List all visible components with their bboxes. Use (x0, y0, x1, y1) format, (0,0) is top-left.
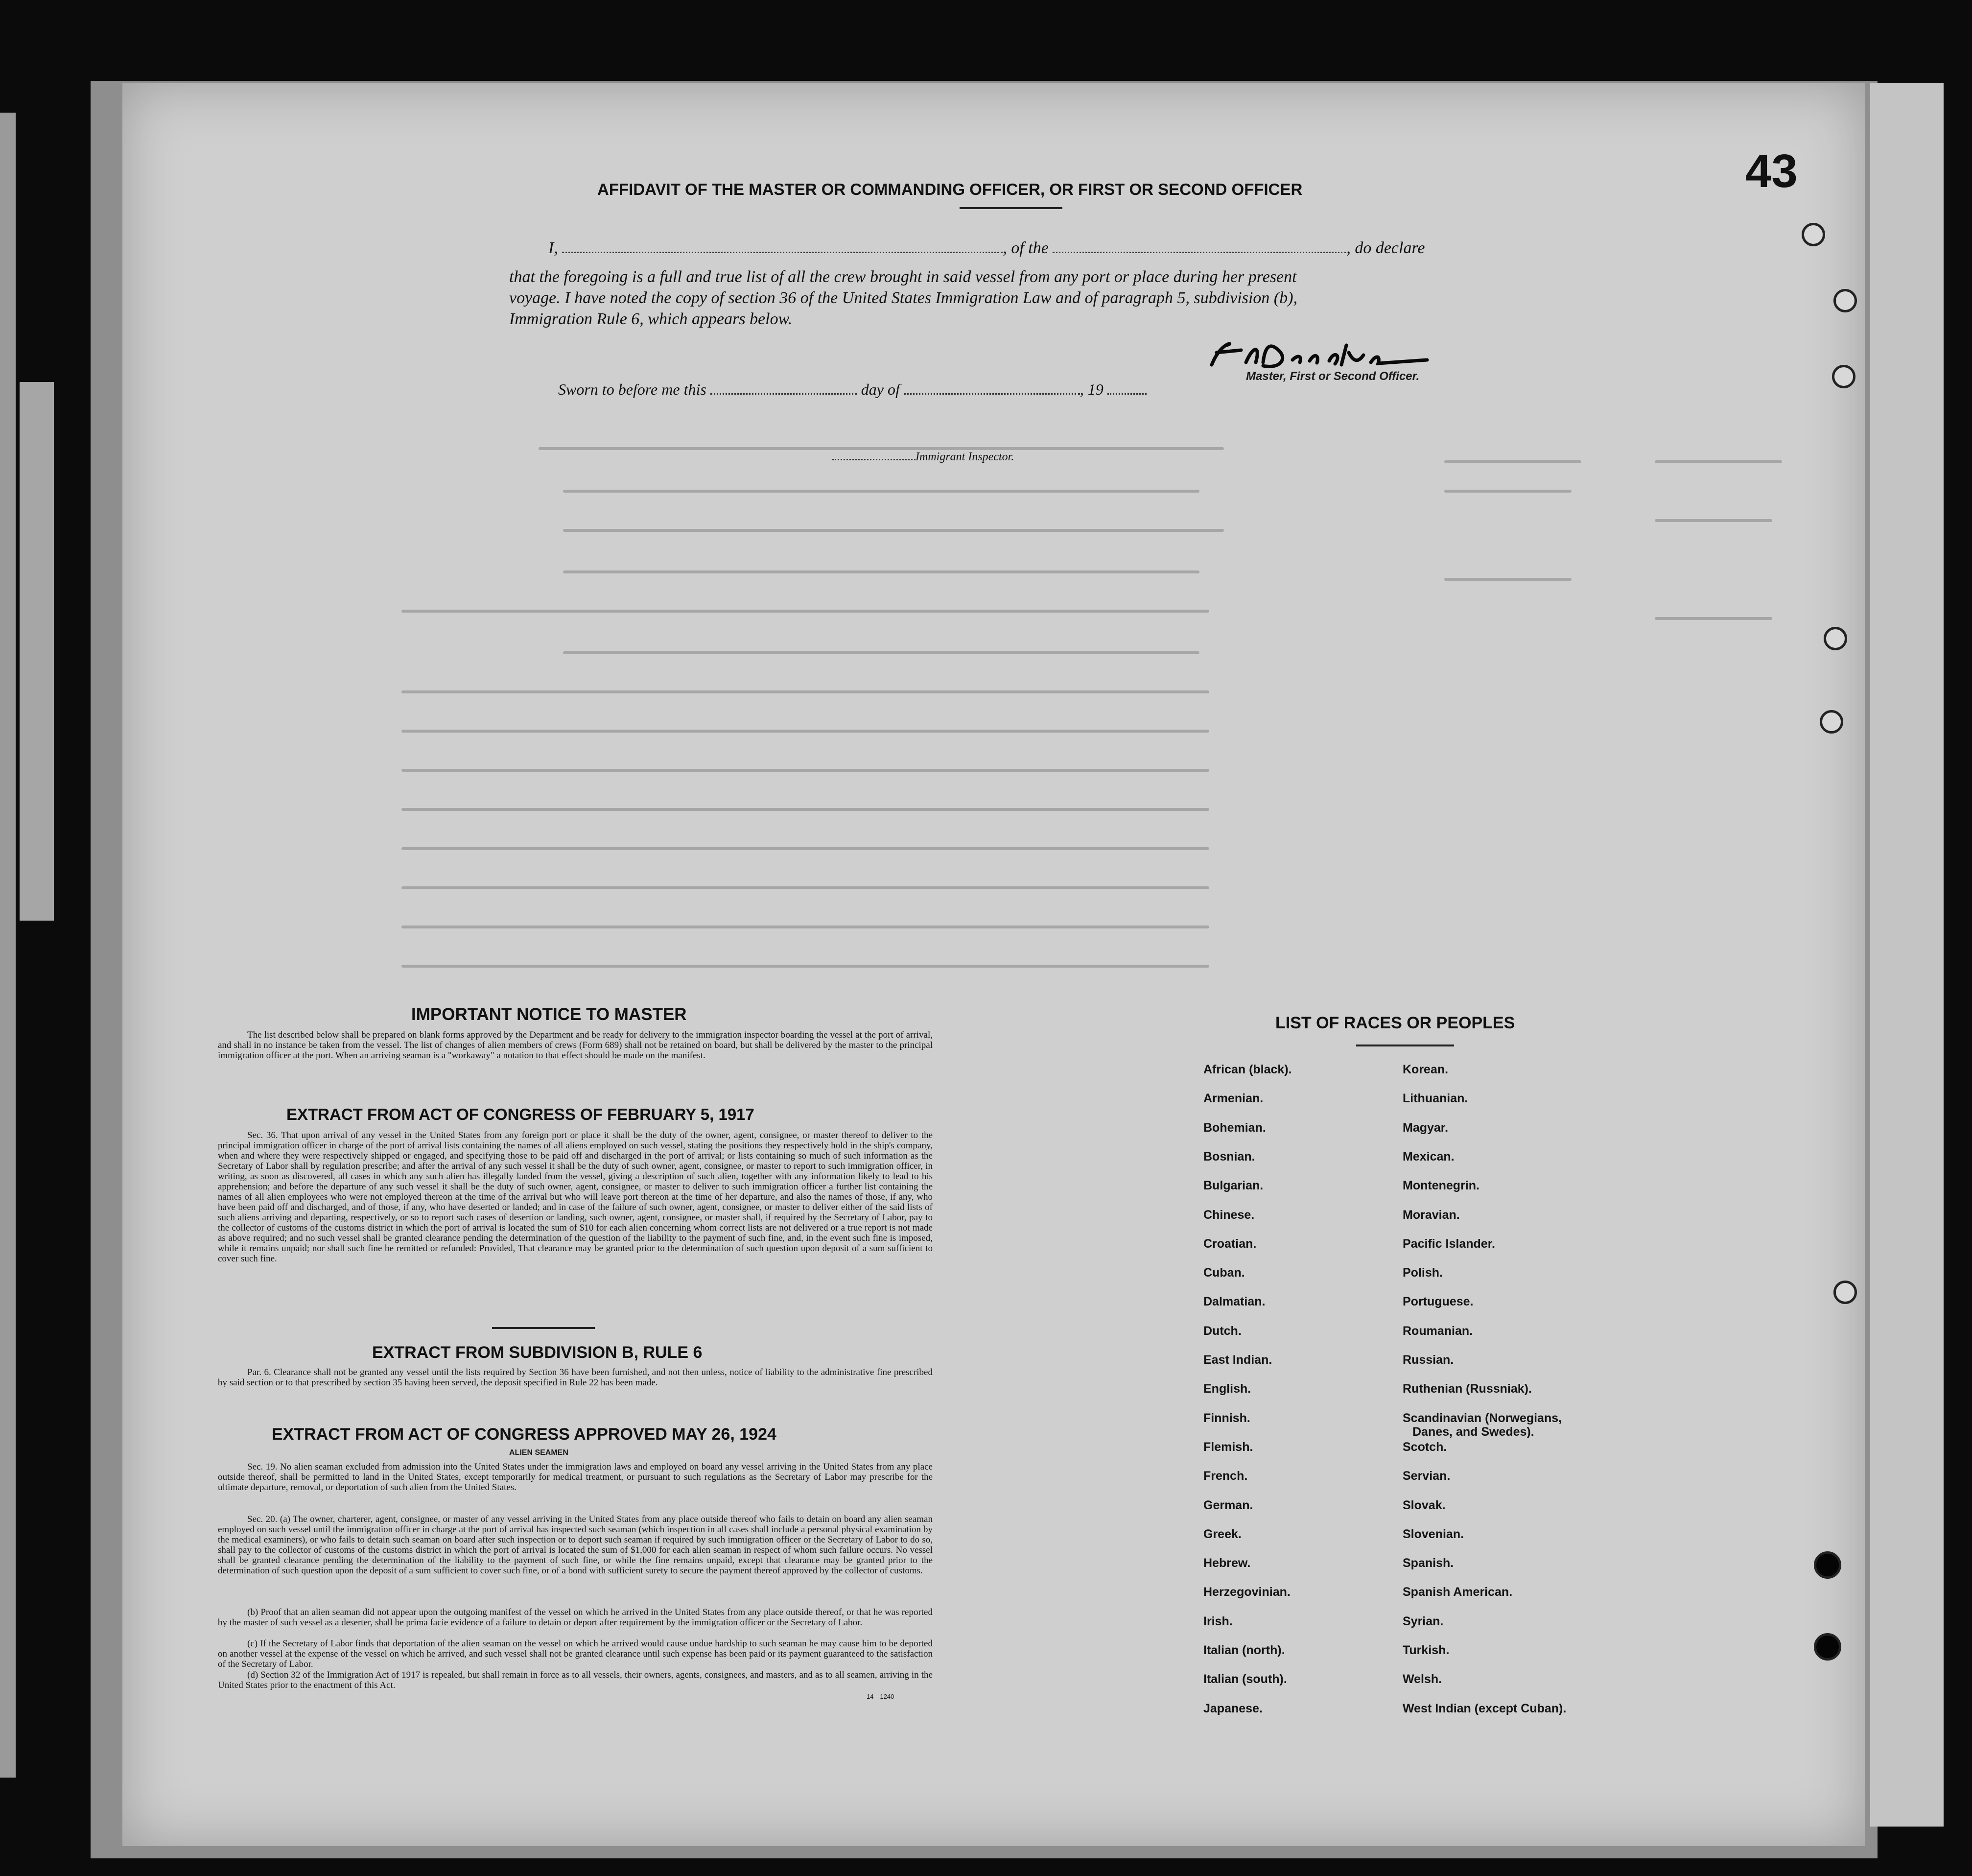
race-item: Mexican. (1403, 1149, 1455, 1164)
race-item: Lithuanian. (1403, 1092, 1468, 1106)
race-item: Slovak. (1403, 1498, 1446, 1512)
race-item: Italian (north). (1203, 1643, 1285, 1657)
race-item: Syrian. (1403, 1614, 1444, 1628)
race-item: Polish. (1403, 1266, 1443, 1280)
race-item: West Indian (except Cuban). (1403, 1701, 1567, 1715)
race-item: Chinese. (1203, 1208, 1255, 1222)
binder-hole-icon (1802, 223, 1825, 246)
race-item: Cuban. (1203, 1266, 1245, 1280)
binder-hole-icon (1833, 1281, 1857, 1304)
binder-hole-icon (1833, 289, 1857, 312)
inspector-caption: Immigrant Inspector. (832, 451, 1014, 464)
race-item: African (black). (1203, 1063, 1292, 1076)
divider (1356, 1045, 1454, 1046)
extract-1917-body: Sec. 36. That upon arrival of any vessel in the United States from any foreign port or place it shall be the duty of the owner, agent, consignee, or master thereof to deliver to the principal immigration officer in charge of the port of arrival lists containing the names of all aliens employed on such vessel, stating the positions they respectively hold in the ship's company, when and where they were respectively shipped or engaged, and specifying those to be paid off and discharged in the port of arrival; or lists containing so much of such information as the Secretary of Labor shall by regulation prescribe; and after the arrival of any such vessel it shall be the duty of such owner, agent, consignee, or master to report to such immigration officer, in writing, as soon as discovered, all cases in which any such alien has illegally landed from the vessel, giving a description of such alien, together with any information likely to lead to his apprehension; and before the departure of any such vessel it shall be the duty of such owner, agent, consignee, or master to deliver to such immigration officer a further list containing the names of all alien employees who were not employed thereon at the time of the arrival but who will leave port thereon at the time of her departure, and also the names of those, if any, who have been paid off and discharged, and of those, if any, who have deserted or landed; and in case of the failure of such owner, agent, consignee, or master to deliver either of the said lists of such aliens arriving and departing, respectively, or so to report such cases of desertion or landing, such owner, agent, consignee, or master shall, if required by the Secretary of Labor, pay to the collector of customs of the customs district in which the port of arrival is located the sum of $10 for each alien concerning whom correct lists are not delivered or a true report is not made as above required; and no such vessel shall be granted clearance pending the determination of the question of the liability to the payment of such fine, and, in the event such fine is imposed, while it remains unpaid; nor shall such fine be remitted or refunded: Provided, That clearance may be granted prior to the determination of such question upon deposit of a sum sufficient to cover such fine. (218, 1130, 933, 1264)
sec20b: (b) Proof that an alien seaman did not appear upon the outgoing manifest of the vessel on which he arrived in the United States from any place outside thereof, or that he was reported by the master of such vessel as a deserter, shall be prima facie evidence of a failure to detain or deport after requirement by the immigration officer or the Secretary of Labor. (218, 1607, 933, 1628)
affidavit-line-2: that the foregoing is a full and true list of all the crew brought in said vessel from any port or place during her present (509, 268, 1297, 286)
race-item: Herzegovinian. (1203, 1585, 1291, 1599)
rule6-body: Par. 6. Clearance shall not be granted any vessel until the lists required by Section 36 have been furnished, and not then unless, notice of liability to the administrative fine prescribed by said section or to that prescribed by section 35 having been served, the deposit specified in Rule 22 has been made. (218, 1367, 933, 1388)
race-item: Slovenian. (1403, 1527, 1464, 1541)
race-item: Scandinavian (Norwegians, (1403, 1411, 1562, 1425)
race-item: German. (1203, 1498, 1253, 1512)
race-item: Spanish. (1403, 1556, 1454, 1570)
race-item: Japanese. (1203, 1701, 1263, 1715)
affidavit-i: I, (548, 239, 558, 257)
affidavit-line-1: I, , of the , do declare (548, 239, 1425, 257)
form-code: 14—1240 (867, 1693, 894, 1700)
affidavit-title: AFFIDAVIT OF THE MASTER OR COMMANDING OFFICER, OR FIRST OR SECOND OFFICER (597, 180, 1303, 198)
race-item: Magyar. (1403, 1120, 1449, 1135)
divider (492, 1327, 595, 1329)
race-item: Spanish American. (1403, 1585, 1513, 1599)
sec20d: (d) Section 32 of the Immigration Act of 1917 is repealed, but shall remain in force as to all vessels, their owners, agents, consignees, and masters, and as to all seamen, arriving in the United States prior to the enactment of this Act. (218, 1670, 933, 1690)
race-item: Montenegrin. (1403, 1179, 1479, 1193)
extract-1924-subtitle: ALIEN SEAMEN (509, 1449, 568, 1457)
race-item: Bohemian. (1203, 1120, 1266, 1135)
divider (960, 207, 1062, 209)
affidavit-line-4: Immigration Rule 6, which appears below. (509, 310, 793, 328)
race-item: Portuguese. (1403, 1295, 1474, 1309)
race-item: Hebrew. (1203, 1556, 1251, 1570)
race-item: Servian. (1403, 1469, 1451, 1483)
race-item: Italian (south). (1203, 1672, 1287, 1686)
race-item: Dalmatian. (1203, 1295, 1266, 1309)
page-number: 43 (1745, 145, 1798, 197)
binder-hole-icon (1824, 627, 1847, 650)
race-item: Danes, and Swedes). (1412, 1425, 1534, 1439)
race-item: Irish. (1203, 1614, 1233, 1628)
binder-hole-icon (1814, 1633, 1841, 1661)
signature-caption: Master, First or Second Officer. (1246, 370, 1420, 383)
race-item: Turkish. (1403, 1643, 1450, 1657)
affidavit-line-3: voyage. I have noted the copy of section 36 of the United States Immigration Law and of paragraph 5, subdivision (b), (509, 289, 1298, 307)
race-item: Welsh. (1403, 1672, 1442, 1686)
binder-hole-icon (1820, 710, 1843, 734)
binder-hole-icon (1832, 365, 1855, 388)
races-title: LIST OF RACES OR PEOPLES (1275, 1014, 1515, 1032)
sworn-line: Sworn to before me this day of , 19 (558, 380, 1147, 399)
race-item: Armenian. (1203, 1092, 1264, 1106)
rule6-title: EXTRACT FROM SUBDIVISION B, RULE 6 (372, 1343, 703, 1362)
race-item: Russian. (1403, 1353, 1454, 1367)
race-item: East Indian. (1203, 1353, 1272, 1367)
race-item: Pacific Islander. (1403, 1236, 1495, 1251)
extract-1917-title: EXTRACT FROM ACT OF CONGRESS OF FEBRUARY 5, 1917 (286, 1105, 754, 1123)
race-item: Scotch. (1403, 1440, 1447, 1454)
left-edge-page (0, 113, 16, 1778)
race-item: Greek. (1203, 1527, 1242, 1541)
race-item: Bosnian. (1203, 1149, 1255, 1164)
race-item: Korean. (1403, 1063, 1449, 1076)
sec20c: (c) If the Secretary of Labor finds that deportation of the alien seaman on the vessel on which he arrived would cause undue hardship to such seaman he may cause him to be deported on another vessel at the expense of the vessel on which he arrived, and such vessel shall not be granted clearance until such expense has been paid or its payment guaranteed to the satisfaction of the Secretary of Labor. (218, 1639, 933, 1669)
race-item: Ruthenian (Russniak). (1403, 1382, 1532, 1396)
race-item: Roumanian. (1403, 1324, 1473, 1338)
race-item: Bulgarian. (1203, 1179, 1264, 1193)
race-item: English. (1203, 1382, 1251, 1396)
race-item: French. (1203, 1469, 1248, 1483)
binder-hole-icon (1814, 1551, 1841, 1579)
race-item: Flemish. (1203, 1440, 1253, 1454)
race-item: Croatian. (1203, 1236, 1257, 1251)
sec20a: Sec. 20. (a) The owner, charterer, agent, consignee, or master of any vessel arriving in the United States from any place outside thereof who fails to detain on board any alien seaman employed on such vessel until the immigration officer in charge at the port of arrival has inspected such seaman (which inspection in all cases shall include a personal physical examination by the medical examiners), or who fails to detain such seaman on board after such inspection or to deport such seaman if required by such immigration officer or the Secretary of Labor to do so, shall pay to the collector of customs of the customs district in which the port of arrival is located the sum of $1,000 for each alien seaman in respect of whom such failure occurs. No vessel shall be granted clearance pending the determination of the liability to the payment of such fine, or while the fine remains unpaid, except that clearance may be granted prior to the determination of such question upon the deposit of a sum sufficient to cover such fine, or of a bond with sufficient surety to secure the payment thereof approved by the collector of customs. (218, 1514, 933, 1576)
extract-1924-title: EXTRACT FROM ACT OF CONGRESS APPROVED MAY 26, 1924 (272, 1425, 776, 1444)
race-item: Finnish. (1203, 1411, 1250, 1425)
sec19: Sec. 19. No alien seaman excluded from admission into the United States under the immigration laws and employed on board any vessel arriving in the United States from any place outside thereof, shall be permitted to land in the United States, except temporarily for medical treatment, or pursuant to such regulations as the Secretary of Labor may prescribe for the ultimate departure, removal, or deportation of such alien from the United States. (218, 1462, 933, 1493)
left-edge-page-fragment (20, 382, 54, 921)
race-item: Moravian. (1403, 1208, 1460, 1222)
notice-body: The list described below shall be prepared on blank forms approved by the Department and be ready for delivery to the immigration inspector boarding the vessel at the port of arrival, and shall in no instance be taken from the vessel. The list of changes of alien members of crews (Form 689) shall not be retained on board, but shall be delivered by the master to the principal immigration officer at the port. When an arriving seaman is a "workaway" a notation to that effect should be made on the manifest. (218, 1030, 933, 1061)
right-edge-page (1870, 83, 1944, 1827)
notice-title: IMPORTANT NOTICE TO MASTER (411, 1005, 687, 1024)
race-item: Dutch. (1203, 1324, 1242, 1338)
